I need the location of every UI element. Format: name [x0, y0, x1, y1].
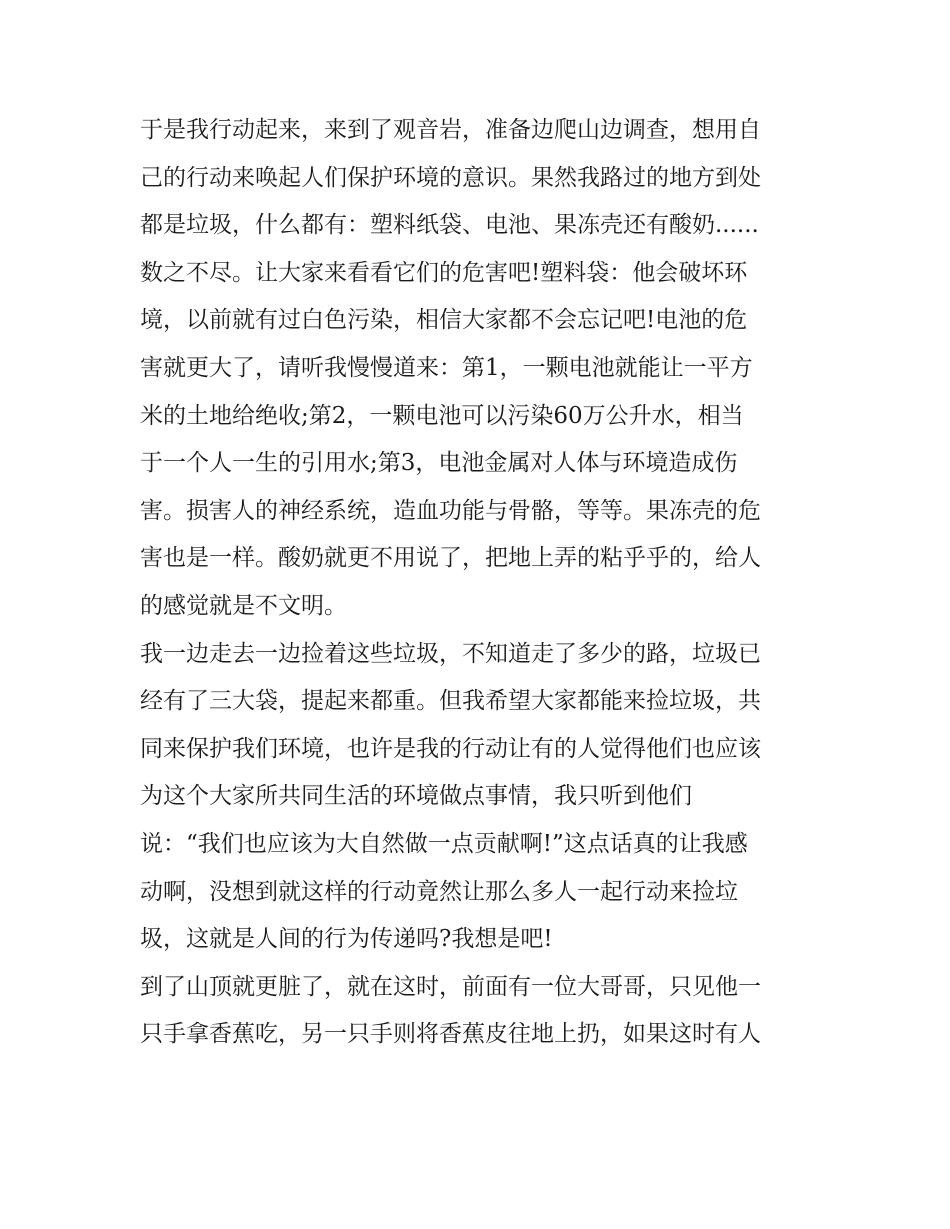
- text-line: 于一个人一生的引用水;第3，电池金属对人体与环境造成伤: [140, 450, 738, 477]
- text-line: 都是垃圾，什么都有：塑料纸袋、电池、果冻壳还有酸奶......: [140, 212, 759, 239]
- text-line: 经有了三大袋，提起来都重。但我希望大家都能来捡垃圾，共: [140, 688, 761, 715]
- text-line: 同来保护我们环境，也许是我的行动让有的人觉得他们也应该: [140, 735, 761, 762]
- text-line: 己的行动来唤起人们保护环境的意识。果然我路过的地方到处: [140, 164, 761, 191]
- text-line: 动啊，没想到就这样的行动竟然让那么多人一起行动来捡垃: [140, 878, 738, 905]
- text-line: 只手拿香蕉吃，另一只手则将香蕉皮往地上扔，如果这时有人: [140, 1021, 761, 1048]
- text-line: 害就更大了，请听我慢慢道来：第1，一颗电池就能让一平方: [140, 354, 753, 381]
- body-text: [140, 107, 820, 1059]
- text-line: 到了山顶就更脏了，就在这时，前面有一位大哥哥，只见他一: [140, 973, 761, 1000]
- text-line: 害。损害人的神经系统，造血功能与骨骼，等等。果冻壳的危: [140, 497, 761, 524]
- text-line: 害也是一样。酸奶就更不用说了，把地上弄的粘乎乎的，给人: [140, 545, 761, 572]
- text-line: 于是我行动起来，来到了观音岩，准备边爬山边调查，想用自: [140, 117, 761, 143]
- text-line: 数之不尽。让大家来看看它们的危害吧!塑料袋：他会破坏环: [140, 259, 748, 286]
- text-line: 圾，这就是人间的行为传递吗?我想是吧!: [140, 926, 553, 953]
- text-line: 米的土地给绝收;第2，一颗电池可以污染60万公升水，相当: [140, 402, 744, 429]
- text-line: 说：“我们也应该为大自然做一点贡献啊!”这点话真的让我感: [140, 830, 748, 857]
- text-line: 为这个大家所共同生活的环境做点事情，我只听到他们: [140, 783, 692, 810]
- text-line: 的感觉就是不文明。: [140, 592, 347, 619]
- text-line: 境，以前就有过白色污染，相信大家都不会忘记吧!电池的危: [140, 307, 748, 334]
- text-line: 我一边走去一边捡着这些垃圾，不知道走了多少的路，垃圾已: [140, 640, 761, 667]
